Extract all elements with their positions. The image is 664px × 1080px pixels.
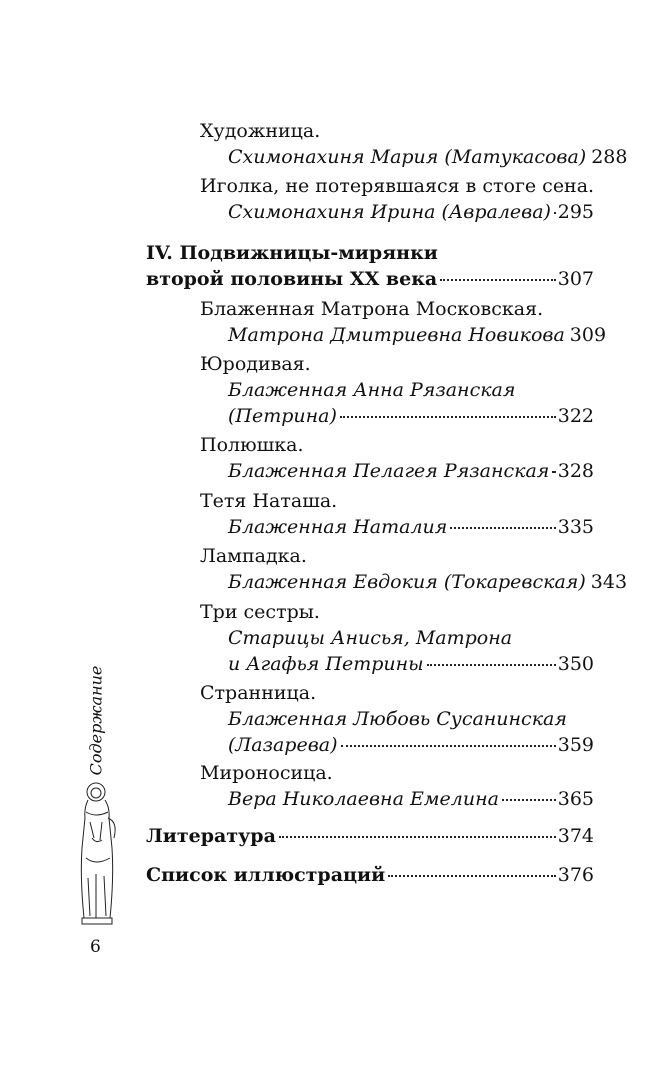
saint-figure-icon [72,778,124,926]
toc-entry[interactable] [228,651,594,677]
toc-section[interactable] [146,823,594,849]
toc-entry[interactable] [228,514,594,540]
toc-entry[interactable] [228,569,628,595]
toc-page-number: 359 [557,734,594,756]
dot-leader [552,471,555,473]
toc-entry-subtitle: Блаженная Пелагея Рязанская [228,460,550,482]
toc-entry-subtitle-line2: и Агафья Петрины [228,653,424,675]
dot-leader [340,416,556,418]
running-head [76,665,116,775]
toc-section-title: IV. Подвижницы-мирянки [146,242,438,264]
toc-entry-title: Полюшка. [200,434,304,456]
toc-page-number: 295 [557,201,594,223]
toc-page-number: 343 [590,571,628,593]
saint-figure-illustration [72,778,124,926]
toc-section[interactable] [146,862,594,888]
toc-entry[interactable] [228,732,594,758]
toc-entry-subtitle: Матрона Дмитриевна Новикова [228,324,565,346]
dot-leader [554,212,556,214]
toc-section-title: Список иллюстраций [146,864,386,886]
toc-entry-title: Тетя Наташа. [200,490,338,512]
toc-entry-title: Три сестры. [200,601,320,623]
dot-leader [427,664,556,666]
toc-entry-subtitle: Блаженная Наталия [228,516,448,538]
toc-section[interactable] [146,266,594,292]
toc-page-number: 309 [569,324,607,346]
toc-entry-subtitle: Схимонахиня Ирина (Авралева) [228,201,551,223]
toc-entry-subtitle-line2: (Петрина) [228,405,337,427]
toc-entry-title: Мироносица. [200,762,333,784]
toc-entry[interactable] [228,786,594,812]
toc-entry-title: Блаженная Матрона Московская. [200,298,544,320]
toc-entry-title: Художница. [200,120,321,142]
toc-entry-subtitle: Схимонахиня Мария (Матукасова) [228,146,587,168]
dot-leader [502,799,556,801]
toc-entry-subtitle: Блаженная Евдокия (Токаревская) [228,571,586,593]
toc-page-number: 365 [557,788,594,810]
toc-entry[interactable] [228,322,607,348]
toc-entry-title: Иголка, не потерявшаяся в стоге сена. [200,175,595,197]
toc-entry-subtitle: Старицы Анисья, Матрона [228,627,513,649]
toc-entry-subtitle: Блаженная Анна Рязанская [228,379,516,401]
toc-entry-title: Лампадка. [200,545,307,567]
running-head-text: Содержание [86,665,106,775]
dot-leader [341,745,556,747]
toc-entry[interactable] [228,458,594,484]
toc-section-title: Литература [146,825,276,847]
toc-entry-title: Юродивая. [200,353,311,375]
dot-leader [388,875,556,877]
toc-entry[interactable] [228,199,594,225]
toc-page-number: 307 [557,268,594,290]
toc-page-number: 322 [557,405,594,427]
toc-entry-title: Странница. [200,682,317,704]
dot-leader [450,527,555,529]
toc-section-title-line2: второй половины ХХ века [146,268,438,290]
toc-entry[interactable] [228,144,628,170]
toc-entry[interactable] [228,403,594,429]
toc-entry-subtitle-line2: (Лазарева) [228,734,338,756]
toc-page-number: 288 [591,146,628,168]
toc-page-number: 350 [557,653,594,675]
toc-entry-subtitle: Блаженная Любовь Сусанинская [228,708,567,730]
dot-leader [440,279,555,281]
dot-leader [279,836,556,838]
toc-page-number: 374 [557,825,594,847]
toc-entry-subtitle: Вера Николаевна Емелина [228,788,499,810]
toc-page-number: 335 [557,516,594,538]
page-number: 6 [90,937,101,957]
toc-page-number: 376 [557,864,594,886]
toc-page-number: 328 [557,460,594,482]
